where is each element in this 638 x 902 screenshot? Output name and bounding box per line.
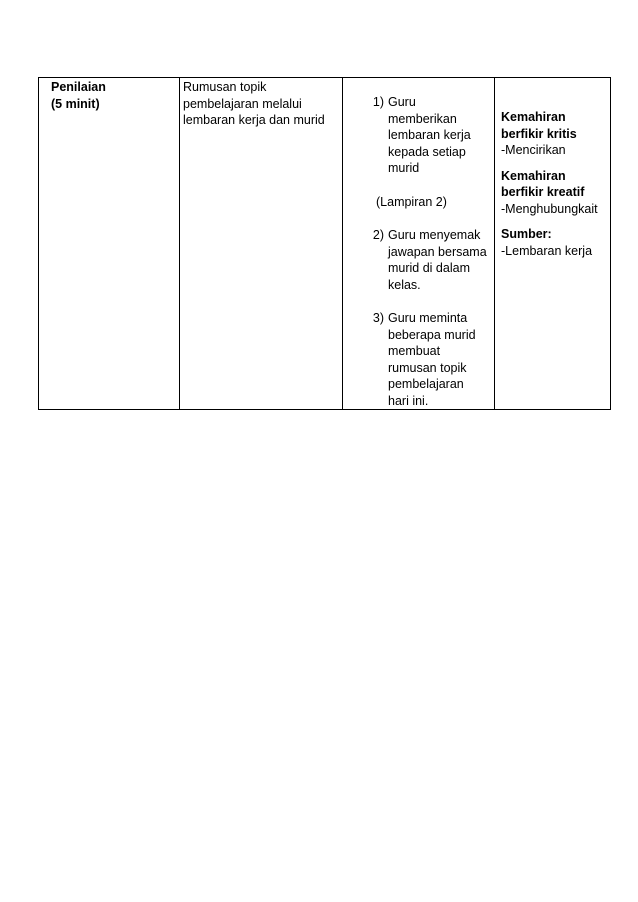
step-item [343, 94, 494, 177]
step-item [343, 310, 494, 409]
step-number: 2) [372, 228, 384, 242]
step-line: kelas. [388, 277, 421, 292]
step-number: 1) [372, 95, 384, 109]
step-line: lembaran kerja [388, 128, 471, 142]
lesson-plan-table [38, 77, 611, 410]
step-line: kepada setiap [388, 144, 466, 159]
stage-cell [39, 78, 180, 410]
step-line: murid [388, 161, 420, 175]
stage-title: Penilaian [51, 80, 106, 94]
creative-thinking-item: -Menghubungkait [501, 201, 598, 216]
notes-cell [495, 78, 611, 410]
step-line: membuat [388, 344, 441, 358]
content-line: Rumusan topik [183, 80, 267, 94]
step-line: hari ini. [388, 393, 429, 408]
content-line: lembaran kerja dan murid [183, 113, 325, 127]
source-heading: Sumber: [501, 227, 552, 241]
step-line: Guru meminta [388, 311, 468, 325]
activity-cell [343, 78, 495, 410]
attachment-note: (Lampiran 2) [376, 194, 447, 209]
step-line: memberikan [388, 111, 457, 126]
step-item [343, 227, 494, 293]
step-line: pembelajaran [388, 377, 464, 391]
step-line: Guru [388, 95, 416, 109]
step-line: jawapan bersama [388, 244, 487, 259]
critical-thinking-heading: Kemahiran [501, 110, 566, 124]
content-line: pembelajaran melalui [183, 96, 302, 111]
step-line: beberapa murid [388, 327, 476, 342]
creative-thinking-heading: Kemahiran [501, 168, 566, 183]
creative-thinking-heading: berfikir kreatif [501, 185, 585, 199]
content-cell [180, 78, 343, 410]
step-line: rumusan topik [388, 360, 467, 375]
critical-thinking-heading: berfikir kritis [501, 126, 577, 141]
stage-duration: (5 minit) [51, 96, 100, 111]
step-line: murid di dalam [388, 261, 470, 275]
source-item: -Lembaran kerja [501, 243, 593, 258]
step-number: 3) [372, 311, 384, 325]
step-line: Guru menyemak [388, 228, 481, 242]
table-row [39, 78, 611, 410]
critical-thinking-item: -Mencirikan [501, 143, 566, 157]
